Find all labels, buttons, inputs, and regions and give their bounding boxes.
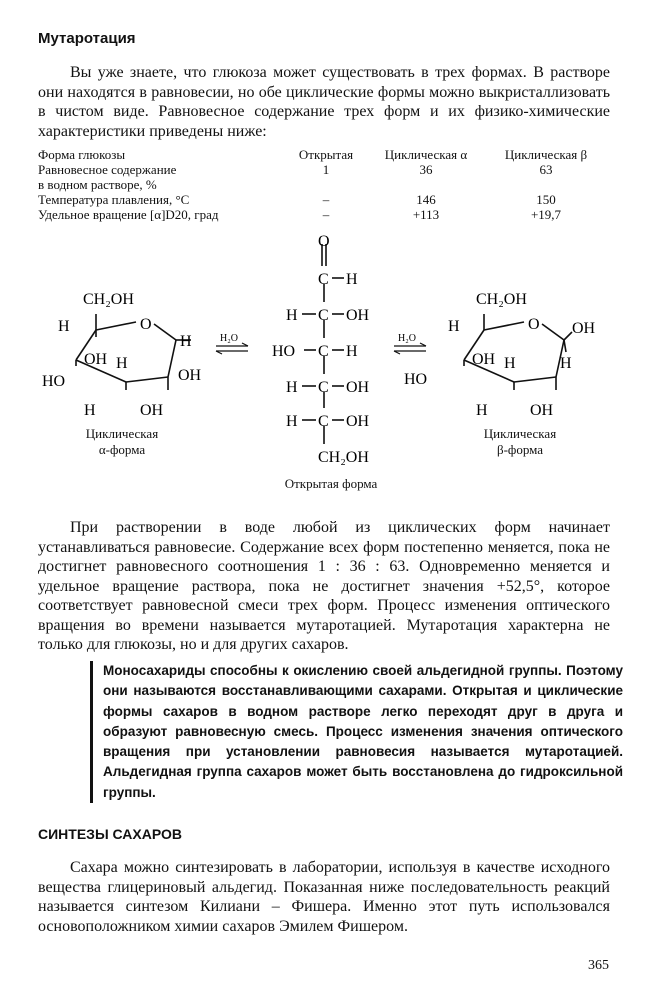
table-row [38,177,606,192]
summary-box: Моносахариды способны к окислению своей альдегидной группы. Поэтому они называются восстанавливающими сахарами. Открытая и циклические формы сахаров в водном растворе легко переходят друг в друга и образуют равновесную смесь. Процесс изменения значения оптического вращения при установлении равновесия называется мутаротацией. Альдегидная группа сахаров может быть восстановлена до гидроксильной группы. [90,661,623,803]
ring-oxygen-label: O [140,316,152,333]
c-label: C [318,413,329,430]
table-cell: 63 [539,162,553,177]
arrow-label: H₂O [220,333,238,344]
h-label: H [286,379,298,396]
arrow-label: H₂O [398,333,416,344]
table-cell: 150 [536,192,556,207]
h-label: H [476,402,488,419]
open-chain-glucose-structure [266,232,396,472]
table-cell: 146 [416,192,436,207]
table-cell: +113 [412,207,440,222]
c-label: C [318,307,329,324]
h-label: H [286,307,298,324]
table-row [38,192,606,207]
mutarotation-paragraph: При растворении в воде любой из циклических форм начинает устанавливаться равновесие. Содержание всех форм постепенно меняется, пока не достигнет равновесного соотношения 1 : 36 : 63. Одновременно меняется и удельное вращение раствора, пока не достигнет значения +52,5°, которое соответствует равновесной смеси трех форм. Процесс изменения оптического вращения во времени называется мутаротацией. Мутаротация характерна не только для глюкозы, но и для других сахаров. [38,519,610,653]
c-label: C [318,379,329,396]
oh-label: OH [530,402,554,419]
ch2oh-label: CH₂OH [318,449,369,466]
table-row [38,162,606,177]
h-label: H [346,271,358,288]
table-cell: – [322,192,330,207]
alpha-caption-line: Циклическая [85,426,159,441]
c-label: C [318,271,329,288]
ch2oh-label: CH₂OH [83,291,134,308]
table-header-row [38,147,606,162]
table-cell: 1 [322,162,330,177]
table-header: Циклическая α [384,147,468,162]
oh-label: OH [346,413,370,430]
alpha-caption-line: α-форма [98,442,146,457]
ring-oxygen-label: O [528,316,540,333]
table-cell [286,177,366,192]
alpha-caption [52,426,192,458]
h-label: H [504,355,516,372]
ch2oh-label: CH₂OH [476,291,527,308]
beta-caption-line: β-форма [496,442,544,457]
section-title: СИНТЕЗЫ САХАРОВ [38,826,183,842]
synthesis-paragraph: Сахара можно синтезировать в лаборатории, используя в качестве исходного вещества глицериновый альдегид. Показанная ниже последовательность реакций называется синтезом Килиани – Фишера. Именно этот путь использовался основоположником химии сахаров Эмилем Фишером. [38,859,610,935]
oh-label: OH [140,402,164,419]
intro-paragraph: Вы уже знаете, что глюкоза может существовать в трех формах. В растворе они находятся в равновесии, но обе циклические формы можно выкристаллизовать в чистом виде. Равновесное содержание трех форм и их физико-химические характеристики приведены ниже: [38,64,610,140]
glucose-properties-table [38,147,606,222]
open-form-caption: Открытая форма [284,476,378,491]
h-label: H [84,402,96,419]
oh-label: OH [572,320,596,337]
table-row [38,207,606,222]
equilibrium-arrow-left [210,332,254,356]
table-cell: Удельное вращение [α]D20, град [38,207,219,222]
table-cell: +19,7 [530,207,562,222]
table-cell: Равновесное содержание [38,162,177,177]
h-label: H [346,343,358,360]
h-label: H [448,318,460,335]
oh-label: OH [178,367,202,384]
beta-caption [450,426,590,458]
oh-label: OH [472,351,496,368]
table-cell: в водном растворе, % [38,177,157,192]
table-header: Форма глюкозы [38,147,126,162]
ho-label: HO [272,343,296,360]
table-cell: – [322,207,330,222]
h-label: H [560,355,572,372]
h-label: H [58,318,70,335]
table-cell: Температура плавления, °С [38,192,190,207]
section-heading: Мутаротация [38,30,136,47]
table-cell [366,177,486,192]
carbonyl-oxygen-label: O [318,233,330,250]
h-label: H [180,333,192,350]
oh-label: OH [346,307,370,324]
c-label: C [318,343,329,360]
ho-label: HO [404,371,428,388]
ho-label: HO [42,373,66,390]
h-label: H [286,413,298,430]
page-number: 365 [588,958,609,973]
oh-label: OH [84,351,108,368]
table-header: Циклическая β [504,147,588,162]
table-header: Открытая [298,147,354,162]
beta-caption-line: Циклическая [483,426,557,441]
h-label: H [116,355,128,372]
table-cell: 36 [419,162,433,177]
oh-label: OH [346,379,370,396]
table-cell [486,177,606,192]
